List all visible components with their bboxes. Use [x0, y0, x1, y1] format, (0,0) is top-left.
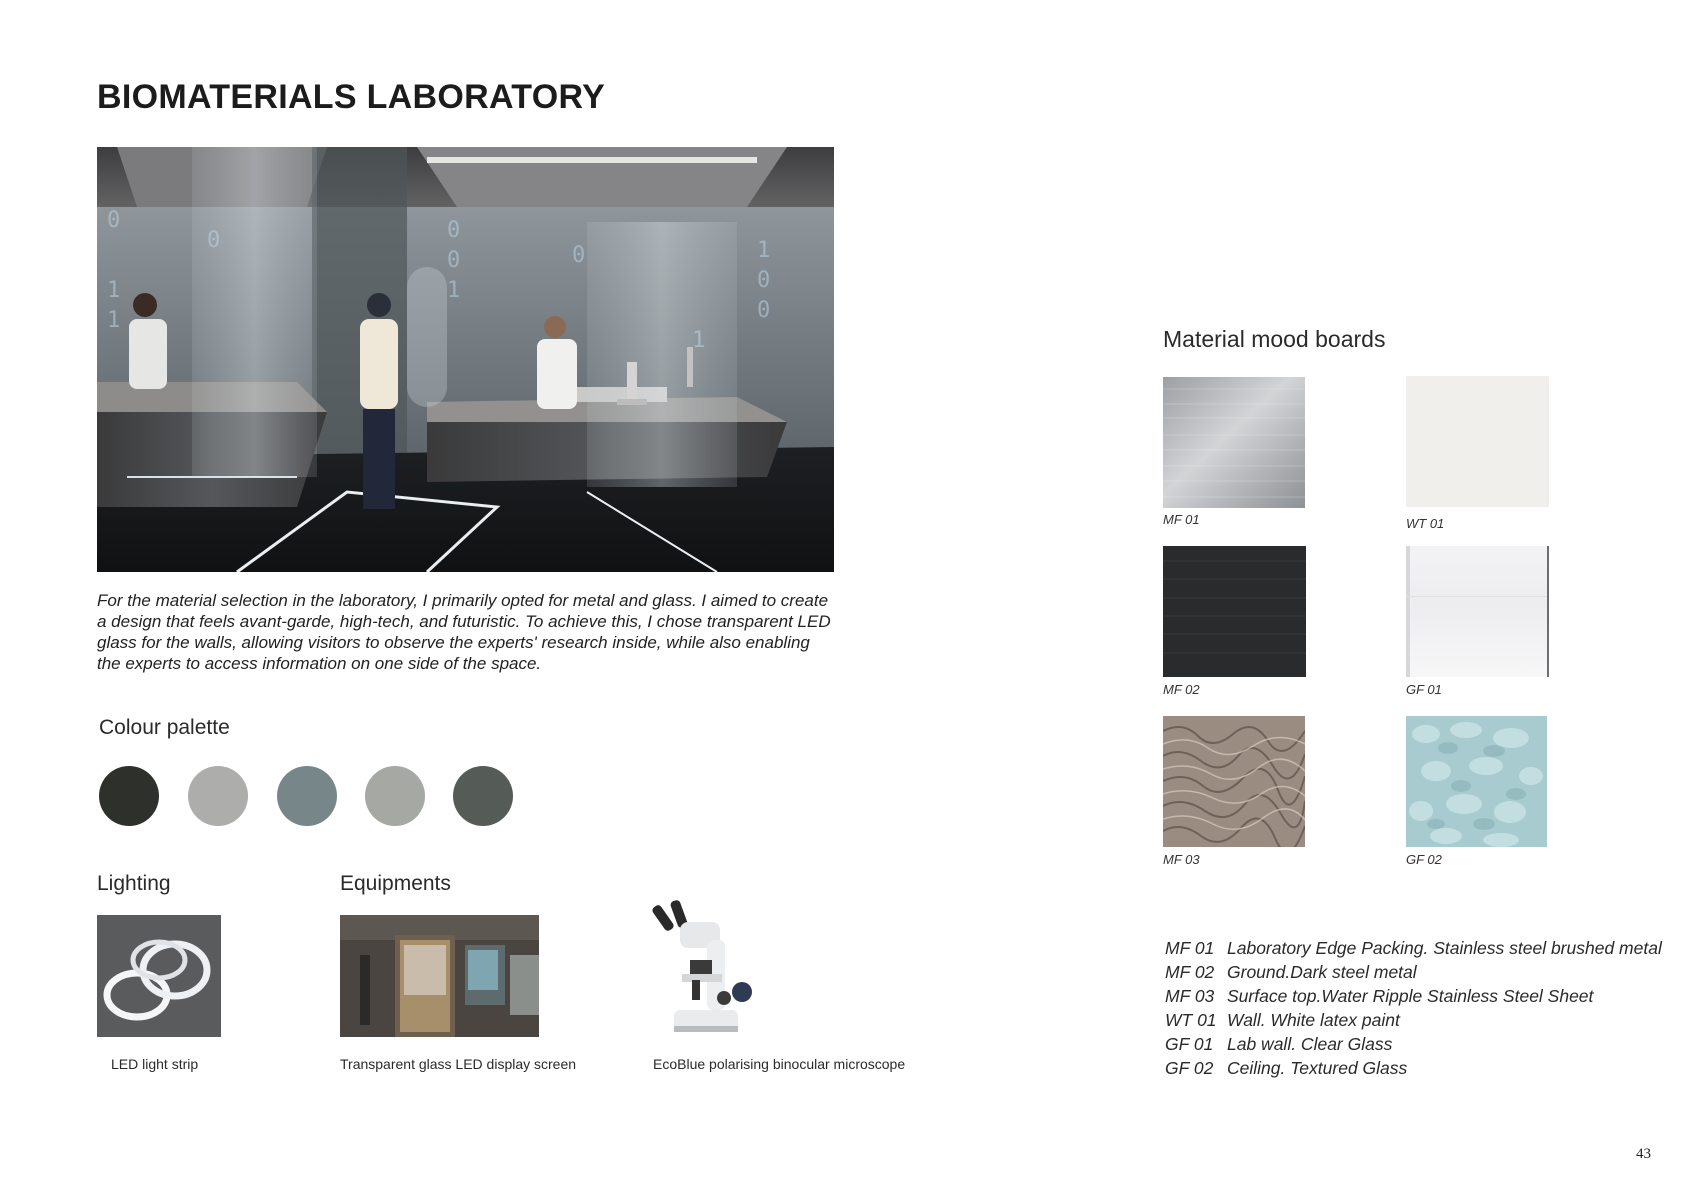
legend-row	[1165, 1032, 1662, 1056]
description-paragraph: For the material selection in the laboratory, I primarily opted for metal and glass. I aimed to create a design that feels avant-garde, high-tech, and futuristic. To achieve this, I chose transparent LED glass for the walls, allowing visitors to observe the experts' research inside, while also enabling the experts to access information on one side of the space.	[97, 591, 831, 673]
page-title: BIOMATERIALS LABORATORY	[97, 78, 606, 116]
wall-digit: 1	[107, 278, 121, 303]
legend-text: Ground.Dark steel metal	[1227, 962, 1417, 982]
mood-board-wt01	[1406, 376, 1549, 507]
equipments-heading: Equipments	[340, 872, 451, 895]
mood-board-code: MF 03	[1163, 852, 1200, 867]
led-strip-image	[97, 915, 221, 1037]
water-ripple-steel-texture	[1163, 716, 1305, 847]
legend-row	[1165, 1008, 1662, 1032]
legend-code: MF 02	[1165, 962, 1215, 982]
legend-text: Lab wall. Clear Glass	[1227, 1034, 1393, 1054]
led-display-screen-image	[340, 915, 539, 1037]
mood-board-code: MF 01	[1163, 512, 1200, 527]
wall-digit: 1	[757, 238, 771, 263]
lab-render-illustration	[97, 147, 834, 572]
mood-board-gf02	[1406, 716, 1547, 847]
wall-digit: 0	[757, 298, 771, 323]
textured-glass-texture	[1406, 716, 1547, 847]
legend-code: GF 01	[1165, 1034, 1214, 1054]
legend-row	[1165, 936, 1662, 960]
wall-digit: 0	[447, 248, 461, 273]
brushed-steel-texture	[1163, 377, 1305, 508]
legend-row	[1165, 1056, 1662, 1080]
led-display-caption: Transparent glass LED display screen	[340, 1056, 577, 1072]
dark-steel-texture	[1163, 546, 1306, 677]
colour-swatch	[99, 766, 159, 826]
legend-code: MF 03	[1165, 986, 1215, 1006]
legend-row	[1165, 984, 1662, 1008]
page-number: 43	[1636, 1146, 1651, 1162]
led-display-icon	[340, 915, 539, 1037]
legend-code: GF 02	[1165, 1058, 1214, 1078]
legend-text: Laboratory Edge Packing. Stainless steel brushed metal	[1227, 938, 1662, 958]
mood-board-mf03	[1163, 716, 1305, 847]
mood-board-code: GF 02	[1406, 852, 1442, 867]
microscope-icon	[652, 900, 762, 1042]
legend-code: MF 01	[1165, 938, 1215, 958]
colour-swatch	[188, 766, 248, 826]
legend-text: Surface top.Water Ripple Stainless Steel Sheet	[1227, 986, 1594, 1006]
mood-board-code: WT 01	[1406, 516, 1445, 531]
mood-boards-heading: Material mood boards	[1163, 326, 1386, 352]
wall-digit: 0	[572, 243, 586, 268]
colour-swatch	[277, 766, 337, 826]
mood-board-gf01	[1406, 546, 1549, 677]
legend-text: Wall. White latex paint	[1227, 1010, 1400, 1030]
wall-digit: 1	[107, 308, 121, 333]
wall-digit: 0	[757, 268, 771, 293]
mood-board-code: GF 01	[1406, 682, 1442, 697]
legend-row	[1165, 960, 1662, 984]
microscope-image	[652, 900, 762, 1042]
led-strip-icon	[97, 915, 221, 1037]
led-strip-caption: LED light strip	[111, 1056, 199, 1072]
material-legend	[1165, 936, 1662, 1080]
colour-swatch	[365, 766, 425, 826]
legend-text: Ceiling. Textured Glass	[1227, 1058, 1408, 1078]
colour-palette-heading: Colour palette	[99, 716, 230, 739]
wall-digit: 0	[107, 208, 121, 233]
microscope-caption: EcoBlue polarising binocular microscope	[653, 1056, 906, 1072]
wall-digit: 1	[447, 278, 461, 303]
wall-digit: 0	[447, 218, 461, 243]
mood-board-mf02	[1163, 546, 1306, 677]
lab-render-image	[97, 147, 834, 572]
lighting-heading: Lighting	[97, 872, 171, 895]
legend-code: WT 01	[1165, 1010, 1217, 1030]
colour-swatch	[453, 766, 513, 826]
mood-board-mf01	[1163, 377, 1305, 508]
mood-board-code: MF 02	[1163, 682, 1200, 697]
